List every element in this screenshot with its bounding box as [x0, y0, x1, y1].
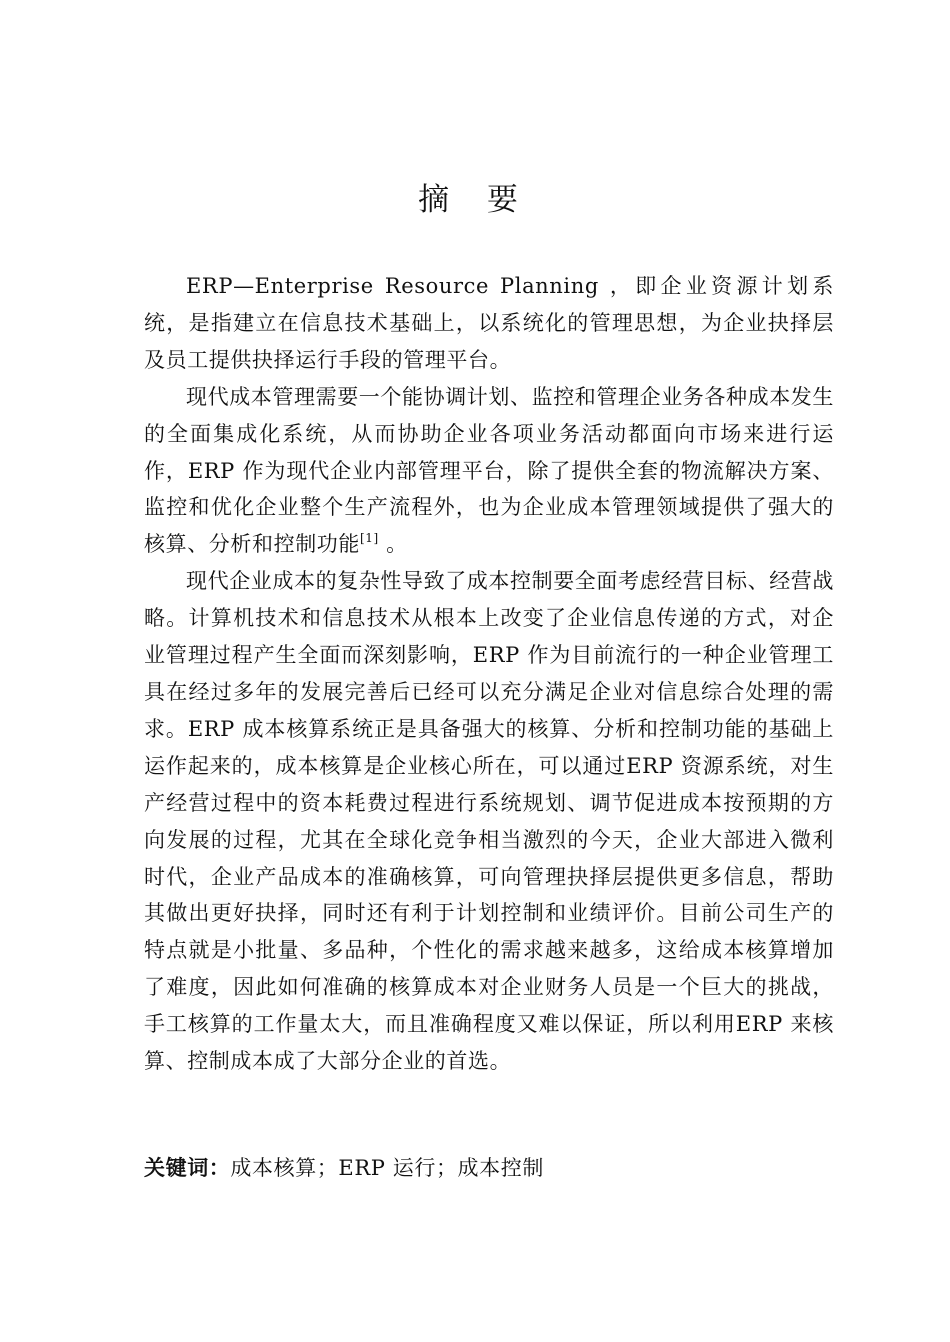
abstract-body — [144, 268, 834, 1080]
page-title: 摘 要 — [418, 182, 532, 218]
paragraph-3-text: 现代企业成本的复杂性导致了成本控制要全面考虑经营目标、经营战略。计算机技术和信息技术从根本上改变了企业信息传递的方式，对企业管理过程产生全面而深刻影响，ERP 作为目前流行的一种企业管理工具在经过多年的发展完善后已经可以充分满足企业对信息综合处理的需求。ERP 成本核算系统正是具备强大的核算、分析和控制功能的基础上运作起来的，成本核算是企业核心所在，可以通过ERP 资源系统，对生产经营过程中的资本耗费过程进行系统规划、调节促进成本按预期的方向发展的过程，尤其在全球化竞争相当激烈的今天，企业大部进入微利时代，企业产品成本的准确核算，可向管理抉择层提供更多信息，帮助其做出更好抉择，同时还有利于计划控制和业绩评价。目前公司生产的特点就是小批量、多品种，个性化的需求越来越多，这给成本核算增加了难度，因此如何准确的核算成本对企业财务人员是一个巨大的挑战，手工核算的工作量太大，而且准确程度又难以保证，所以利用ERP 来核算、控制成本成了大部分企业的首选。 — [144, 569, 834, 1074]
keywords-value: 成本核算；ERP 运行；成本控制 — [230, 1156, 544, 1180]
paragraph-1-text: ERP—Enterprise Resource Planning ，即企业资源计划系统，是指建立在信息技术基础上，以系统化的管理思想，为企业抉择层及员工提供抉择运行手段的管理平台。 — [144, 274, 834, 372]
paragraph-3 — [144, 563, 834, 1080]
keywords-line — [144, 1150, 834, 1186]
paragraph-2-text: 现代成本管理需要一个能协调计划、监控和管理企业务各种成本发生的全面集成化系统，从而协助企业各项业务活动都面向市场来进行运作，ERP 作为现代企业内部管理平台，除了提供全套的物流解决方案、监控和优化企业整个生产流程外，也为企业成本管理领域提供了强大的核算、分析和控制功能 — [144, 384, 834, 557]
paragraph-1 — [144, 268, 834, 379]
citation-marker: [1] — [360, 531, 379, 546]
paragraph-2-tail: 。 — [378, 532, 408, 557]
paragraph-2 — [144, 379, 834, 564]
keywords-label: 关键词： — [144, 1156, 231, 1180]
